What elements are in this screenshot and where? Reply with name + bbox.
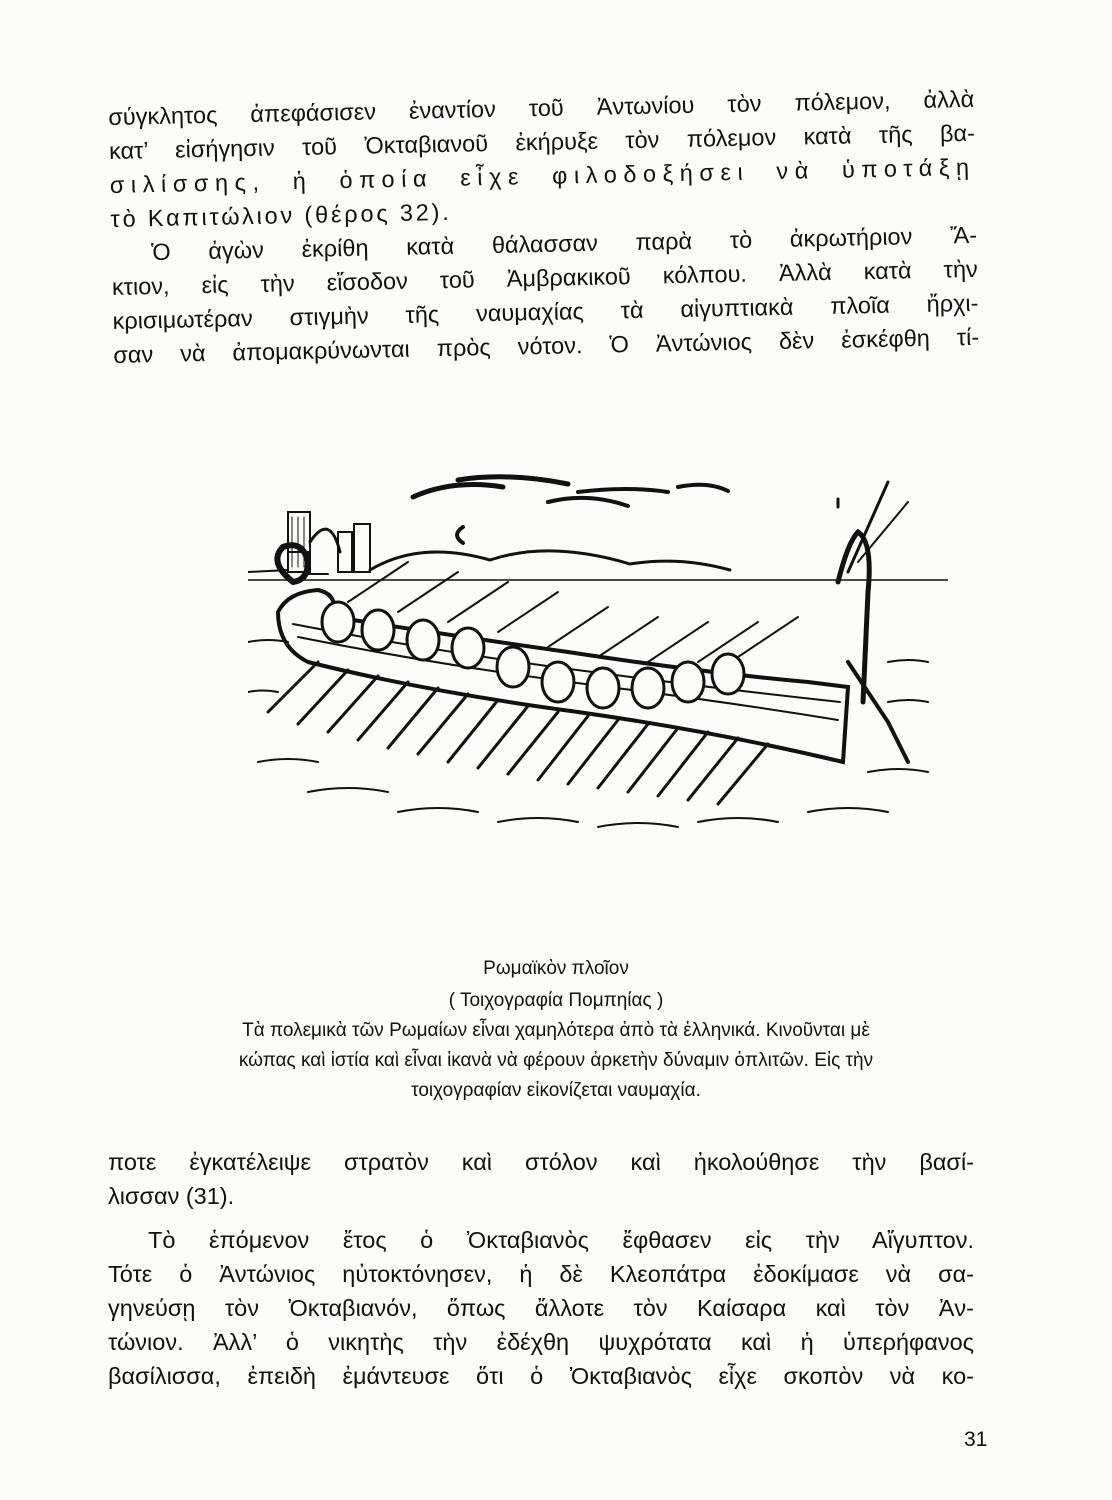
text-line: ποτε ἐγκατέλειψε στρατὸν καὶ στόλον καὶ ἠκολούθησε τὴν βασί- <box>108 1149 974 1175</box>
caption-line: τοιχογραφίαν εἰκονίζεται ναυμαχία. <box>411 1080 701 1101</box>
text-line: τὸ Καπιτώλιον (θέρος 32). <box>110 198 452 232</box>
caption-line: Τὰ πολεμικὰ τῶν Ρωμαίων εἶναι χαμηλότερα ἀπὸ τὰ ἑλληνικά. Κινοῦνται μὲ <box>242 1020 870 1041</box>
text-line: γηνεύσῃ τὸν Ὀκταβιανόν, ὅπως ἄλλοτε τὸν Καίσαρα καὶ τὸν Ἀν- <box>108 1295 974 1321</box>
text-line: λισσαν (31). <box>108 1183 235 1209</box>
caption-line: κώπας καὶ ἱστία καὶ εἶναι ἱκανὰ νὰ φέρουν ἀρκετὴν δύναμιν ὁπλιτῶν. Εἰς τὴν <box>238 1050 874 1071</box>
page-number: 31 <box>964 1428 988 1451</box>
text-line: κατ’ εἰσήγησιν τοῦ Ὀκταβιανοῦ ἐκήρυξε τὸν πόλεμον κατὰ τῆς βα- <box>108 119 976 164</box>
bottom-paragraphs <box>108 1145 974 1393</box>
text-line: βασίλισσα, ἐπειδὴ ἐμάντευσε ὅτι ὁ Ὀκταβιανὸς εἶχε σκοπὸν νὰ κο- <box>108 1363 974 1389</box>
text-line: Τὸ ἑπόμενον ἔτος ὁ Ὀκταβιανὸς ἔφθασεν εἰς τὴν Αἴγυπτον. <box>148 1227 974 1253</box>
figure-caption-title: Ρωμαϊκὸν πλοῖον <box>483 958 629 979</box>
text-line: Ὁ ἀγὼν ἐκρίθη κατὰ θάλασσαν παρὰ τὸ ἀκρωτήριον Ἄ- <box>150 221 978 266</box>
text-line: σιλίσσης, ἡ ὁποία εἶχε φιλοδοξήσει νὰ ὑποτάξῃ <box>109 153 976 198</box>
text-line: κρισιμωτέραν στιγμὴν τῆς ναυμαχίας τὰ αἰγυπτιακὰ πλοῖα ἤρχι- <box>112 289 979 334</box>
text-line: Τότε ὁ Ἀντώνιος ηὐτοκτόνησεν, ἡ δὲ Κλεοπάτρα ἐδοκίμασε νὰ σα- <box>108 1261 974 1287</box>
text-line: σαν νὰ ἀπομακρύνωνται πρὸς νότον. Ὁ Ἀντώνιος δὲν ἐσκέφθη τί- <box>113 323 980 368</box>
text-line: τώνιον. Ἀλλ’ ὁ νικητὴς τὴν ἐδέχθη ψυχρότατα καὶ ἡ ὑπερήφανος <box>108 1329 974 1355</box>
text-line: σύγκλητος ἀπεφάσισεν ἐναντίον τοῦ Ἀντωνίου τὸν πόλεμον, ἀλλὰ <box>108 85 975 130</box>
text-line: κτιον, εἰς τὴν εἴσοδον τοῦ Ἀμβρακικοῦ κόλπου. Ἀλλὰ κατὰ τὴν <box>111 255 978 300</box>
roman-warship-illustration <box>248 462 948 862</box>
figure-caption-description <box>108 1016 1004 1106</box>
figure-caption-source: ( Τοιχογραφία Πομπηίας ) <box>448 990 664 1011</box>
top-paragraphs <box>108 82 980 372</box>
